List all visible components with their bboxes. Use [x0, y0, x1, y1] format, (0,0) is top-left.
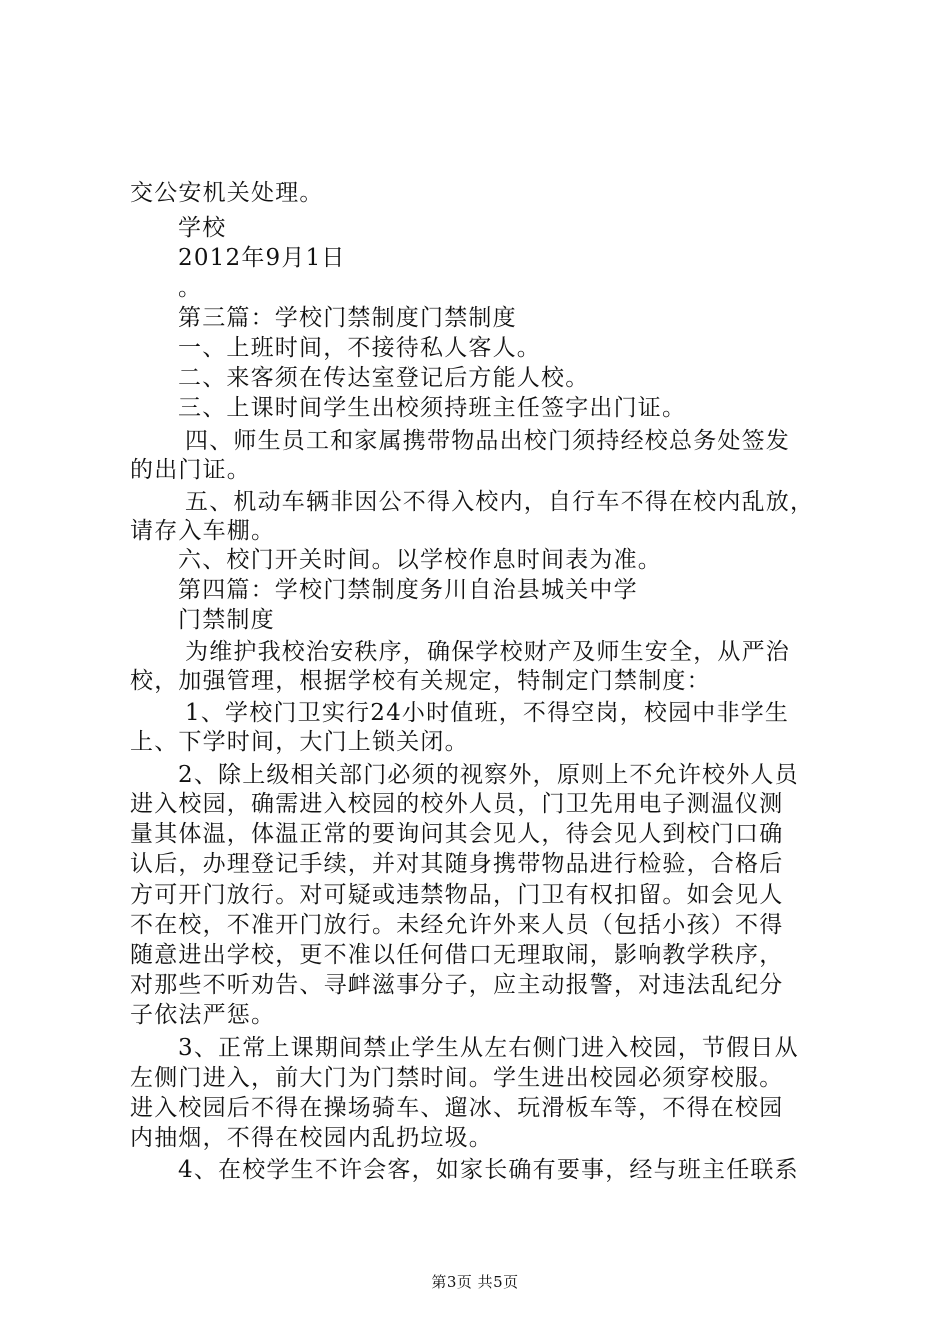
text-line: 量其体温，体温正常的要询问其会见人，待会见人到校门口确: [130, 821, 784, 847]
text-line: 认后，办理登记手续，并对其随身携带物品进行检验，合格后: [130, 851, 784, 877]
text-line: 方可开门放行。对可疑或违禁物品，门卫有权扣留。如会见人: [130, 882, 784, 908]
text-line: 1、学校门卫实行24小时值班，不得空岗，校园中非学生: [185, 700, 790, 726]
text-line: 4、在校学生不许会客，如家长确有要事，经与班主任联系: [178, 1157, 799, 1183]
text-line: 2、除上级相关部门必须的视察外，原则上不允许校外人员: [178, 762, 799, 788]
text-line: 请存入车棚。: [130, 518, 276, 544]
text-line: 四、师生员工和家属携带物品出校门须持经校总务处签发: [185, 428, 790, 454]
text-line: 。: [178, 275, 203, 301]
text-line: 交公安机关处理。: [130, 180, 324, 206]
text-line: 左侧门进入，前大门为门禁时间。学生进出校园必须穿校服。: [130, 1065, 784, 1091]
text-line: 第三篇：学校门禁制度门禁制度: [178, 305, 517, 331]
text-line: 六、校门开关时间。以学校作息时间表为准。: [178, 547, 662, 573]
text-line: 3、正常上课期间禁止学生从左右侧门进入校园，节假日从: [178, 1035, 799, 1061]
text-line: 二、来客须在传达室登记后方能人校。: [178, 365, 590, 391]
text-line: 一、上班时间，不接待私人客人。: [178, 335, 541, 361]
text-line: 进入校园，确需进入校园的校外人员，门卫先用电子测温仪测: [130, 791, 784, 817]
text-line: 的出门证。: [130, 457, 251, 483]
text-line: 门禁制度: [178, 607, 275, 633]
text-line: 不在校，不准开门放行。未经允许外来人员（包括小孩）不得: [130, 912, 784, 938]
text-line: 内抽烟，不得在校园内乱扔垃圾。: [130, 1125, 493, 1151]
text-line: 随意进出学校，更不准以任何借口无理取闹，影响教学秩序，: [130, 942, 784, 968]
text-line: 进入校园后不得在操场骑车、遛冰、玩滑板车等，不得在校园: [130, 1095, 784, 1121]
text-line: 为维护我校治安秩序，确保学校财产及师生安全，从严治: [185, 639, 790, 665]
text-line: 对那些不听劝告、寻衅滋事分子，应主动报警，对违法乱纪分: [130, 972, 784, 998]
page-number-footer: 第3页 共5页: [431, 1273, 519, 1291]
text-line: 第四篇：学校门禁制度务川自治县城关中学: [178, 577, 638, 603]
text-line: 三、上课时间学生出校须持班主任签字出门证。: [178, 395, 687, 421]
text-line: 五、机动车辆非因公不得入校内，自行车不得在校内乱放，: [185, 489, 815, 515]
text-line: 校，加强管理，根据学校有关规定，特制定门禁制度：: [130, 668, 711, 694]
text-line: 上、下学时间，大门上锁关闭。: [130, 729, 469, 755]
text-line: 2012年9月1日: [178, 245, 346, 271]
text-line: 学校: [178, 215, 227, 241]
text-line: 子依法严惩。: [130, 1002, 276, 1028]
